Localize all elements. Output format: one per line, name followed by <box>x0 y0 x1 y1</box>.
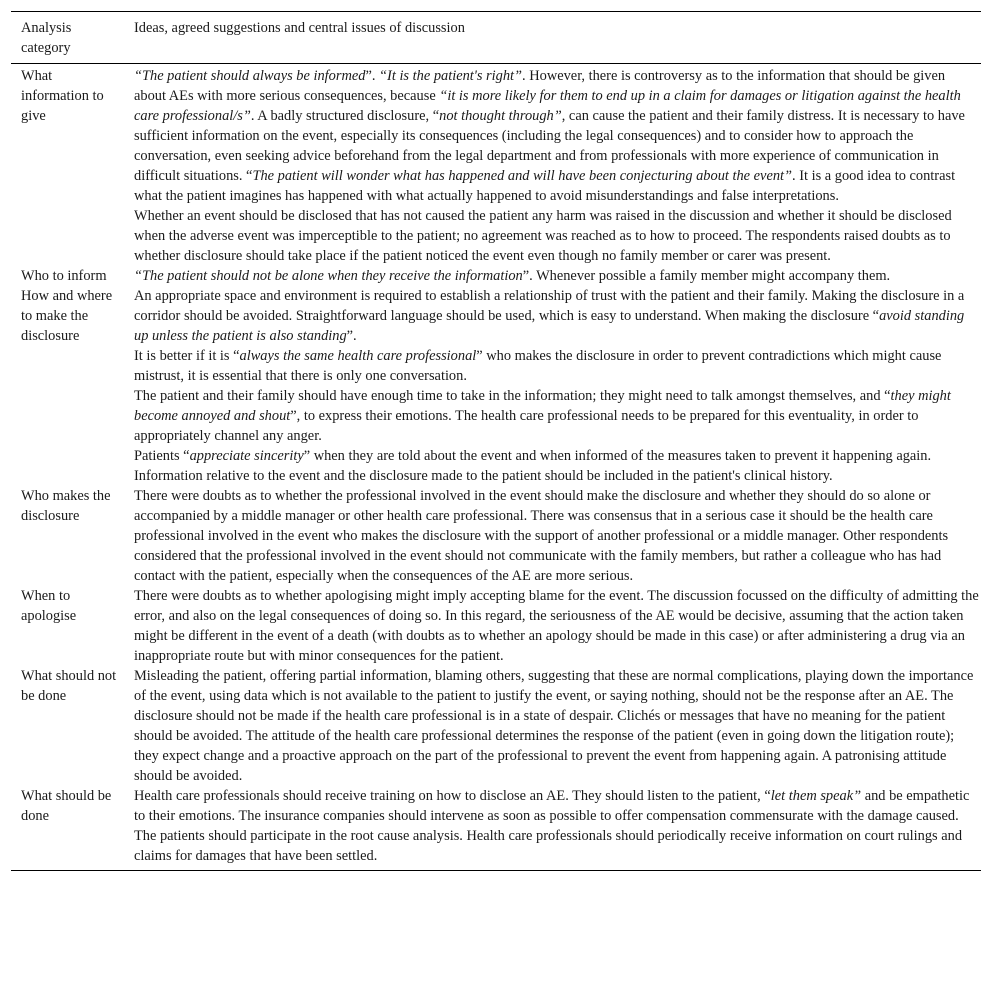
description-paragraph <box>134 486 979 586</box>
table-row <box>11 786 981 871</box>
quoted-text: always the same health care professional <box>239 348 477 364</box>
table-row <box>11 586 981 666</box>
text-segment: ” when they are told about the event and when informed of the measures taken to prevent it happening again. <box>303 448 932 464</box>
text-segment: . It is a good idea to contrast what the patient imagines has happened with what actually happened to avoid misunderstandings and false interpretations. <box>134 168 956 204</box>
description-paragraph <box>134 666 979 786</box>
row-description <box>124 586 981 666</box>
row-category: How and where to make the disclosure <box>21 288 113 344</box>
text-segment: The patient and their family should have enough time to take in the information; they might need to talk amongst themselves, and “ <box>134 388 891 404</box>
quoted-text: they might become annoyed and shout <box>134 388 951 424</box>
row-description <box>124 486 981 586</box>
header-ideas: Ideas, agreed suggestions and central issues of discussion <box>134 20 465 36</box>
table-body <box>11 64 981 871</box>
row-category: What information to give <box>21 68 104 124</box>
row-description <box>124 786 981 871</box>
description-paragraph <box>134 66 979 206</box>
table-row <box>11 266 981 286</box>
text-segment: Information relative to the event and the disclosure made to the patient should be included in the patient's clinical history. <box>134 468 833 484</box>
table-row <box>11 666 981 786</box>
text-segment: ”. Whenever possible a family member might accompany them. <box>522 268 891 284</box>
quoted-text: “it is more likely for them to end up in a claim for damages or litigation against the health care professional/s” <box>134 88 961 124</box>
text-segment: Health care professionals should receive training on how to disclose an AE. They should listen to the patient, “ <box>134 788 771 804</box>
quoted-text: avoid standing up unless the patient is also standing <box>134 308 965 344</box>
quoted-text: let them speak” <box>770 788 862 804</box>
row-category: What should not be done <box>21 668 117 704</box>
table-container <box>11 11 981 871</box>
table-header-row <box>11 12 981 64</box>
row-description <box>124 666 981 786</box>
description-paragraph <box>134 386 979 446</box>
row-category: When to apologise <box>21 588 77 624</box>
text-segment: It is better if it is “ <box>134 348 240 364</box>
description-paragraph <box>134 786 979 866</box>
table-row <box>11 64 981 267</box>
text-segment: ”. <box>365 68 380 84</box>
table-row <box>11 486 981 586</box>
quoted-text: not thought through” <box>439 108 562 124</box>
text-segment: Misleading the patient, offering partial information, blaming others, suggesting that these are normal complications, playing down the importance of the event, using data which is not available to the patient to justify the event, or saying nothing, should not be the response after an AE. The disclosure should not be made if the health care professional is in a state of despair. Clichés or messages that have no meaning for the patient should be avoided. The attitude of the health care professional determines the response of the patient (even in going down the litigation route); they expect change and a proactive approach on the part of the professional to prevent the event from happening again. A patronising attitude should be avoided. <box>134 668 974 784</box>
text-segment: There were doubts as to whether apologising might imply accepting blame for the event. The discussion focussed on the difficulty of admitting the error, and also on the legal consequences of doing so. In this regard, the seriousness of the AE would be decisive, assuming that the action taken might be different in the event of a death (with doubts as to whether an apology should be made in this case) or after administering a drug via an inappropriate route but with minor consequences for the patient. <box>134 588 979 664</box>
text-segment: and be empathetic to their emotions. The insurance companies should intervene as soon as possible to offer compensation commensurate with the damage caused. The patients should participate in the root cause analysis. Health care professionals should periodically receive information on court rulings and claims for damages that have been settled. <box>134 788 970 864</box>
text-segment: Whether an event should be disclosed that has not caused the patient any harm was raised in the discussion and whether it should be disclosed when the adverse event was imperceptible to the patient; no agreement was reached as to how to proceed. The respondents raised doubts as to whether disclosure should take place if the patient noticed the event even though no family member or carer was present. <box>134 208 952 264</box>
quoted-text: “It is the patient's right” <box>379 68 523 84</box>
description-paragraph <box>134 586 979 666</box>
description-paragraph <box>134 466 979 486</box>
text-segment: . A badly structured disclosure, “ <box>250 108 440 124</box>
text-segment: ”, to express their emotions. The health care professional needs to be prepared for this eventuality, in order to appropriately channel any anger. <box>134 408 919 444</box>
text-segment: . However, there is controversy as to the information that should be given about AEs with more serious consequences, because <box>134 68 946 104</box>
row-description <box>124 266 981 286</box>
text-segment: ” who makes the disclosure in order to prevent contradictions which might cause mistrust, it is essential that there is only one conversation. <box>134 348 942 384</box>
quoted-text: “The patient should not be alone when they receive the information <box>134 268 523 284</box>
row-category: Who to inform <box>21 268 107 284</box>
description-paragraph <box>134 446 979 466</box>
table-row <box>11 286 981 486</box>
text-segment: Patients “ <box>134 448 190 464</box>
text-segment: , can cause the patient and their family distress. It is necessary to have sufficient information on the event, especially its consequences (including the legal consequences) and to consider how to approach the conversation, even seeking advice beforehand from the legal department and from professionals with more experience of communication in difficult situations. “ <box>134 108 965 184</box>
description-paragraph <box>134 286 979 346</box>
description-paragraph <box>134 206 979 266</box>
quoted-text: The patient will wonder what has happened and will have been conjecturing about the event” <box>252 168 793 184</box>
quoted-text: appreciate sincerity <box>189 448 304 464</box>
row-description <box>124 64 981 267</box>
header-analysis-category: Analysis category <box>21 20 72 56</box>
row-category: Who makes the disclosure <box>21 488 111 524</box>
quoted-text: “The patient should always be informed <box>134 68 366 84</box>
text-segment: An appropriate space and environment is required to establish a relationship of trust with the patient and their family. Making the disclosure in a corridor should be avoided. Straightforward language should be used, which is easy to understand. When making the disclosure “ <box>134 288 965 324</box>
description-paragraph <box>134 346 979 386</box>
description-paragraph <box>134 266 979 286</box>
text-segment: ”. <box>346 328 357 344</box>
row-description <box>124 286 981 486</box>
row-category: What should be done <box>21 788 112 824</box>
analysis-table <box>11 11 981 871</box>
text-segment: There were doubts as to whether the professional involved in the event should make the disclosure and whether they should do so alone or accompanied by a middle manager or other health care professional. There was consensus that in a serious case it should be the health care professional involved in the event who makes the disclosure with the support of another professional or a middle manager. Other respondents considered that the professional involved in the event should not communicate with the family members, but rather a colleague who has had contact with the patient, especially when the consequences of the AE are more serious. <box>134 488 949 584</box>
